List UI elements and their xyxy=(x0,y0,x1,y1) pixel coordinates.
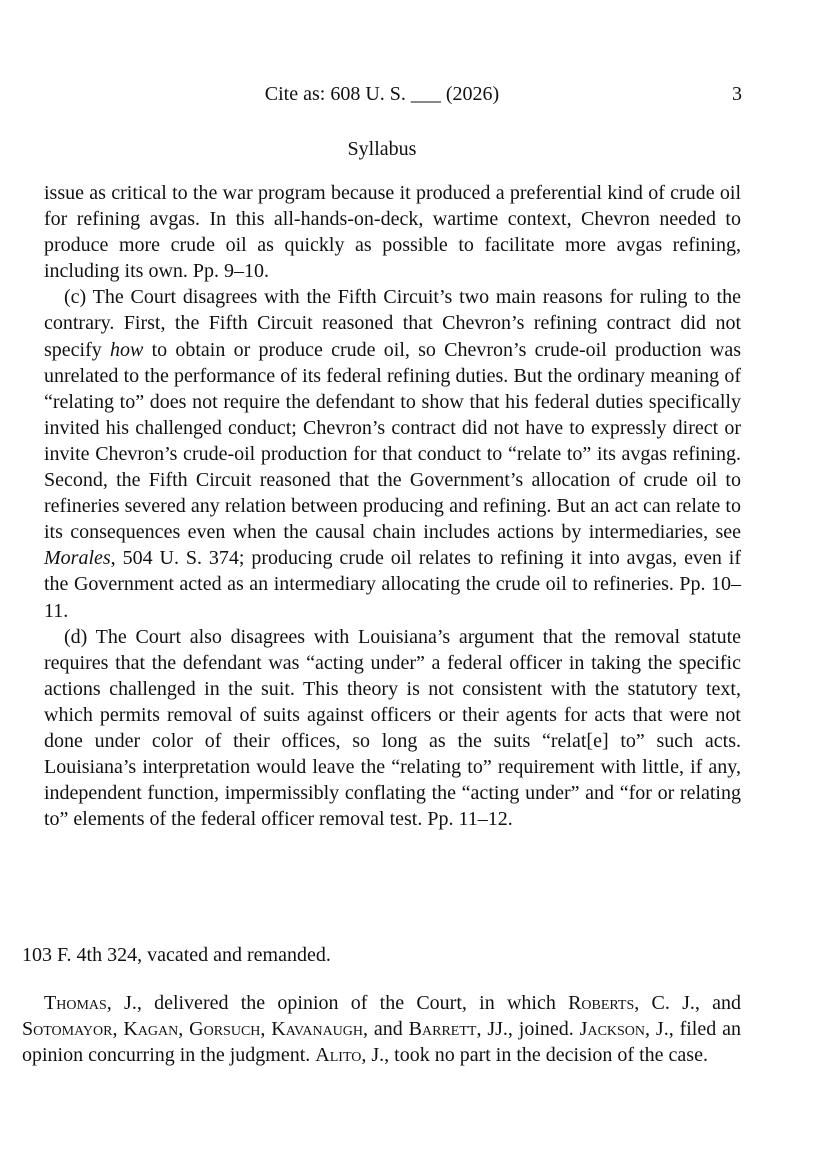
opinion-text-3: , xyxy=(112,1018,124,1040)
paragraph-c-text-1: (c) The Court disagrees with the Fifth Circuit’s two main reasons for ruling to the contrary. First, the Fifth Circuit reasoned that Chevron’s refining contract did not specify xyxy=(44,286,741,361)
opinion-text-2: , C. J., and xyxy=(634,992,742,1014)
justice-roberts: Roberts xyxy=(568,992,635,1014)
syllabus-body xyxy=(44,180,741,832)
justice-kavanaugh: Kavanaugh xyxy=(271,1018,364,1040)
paragraph-c xyxy=(44,284,741,623)
opinion-text-4: , xyxy=(178,1018,190,1040)
opinion-text-9: , J., took no part in the decision of the case. xyxy=(361,1044,708,1066)
justice-barrett: Barrett xyxy=(408,1018,477,1040)
opinion-text-7: , JJ., joined. xyxy=(476,1018,580,1040)
opinion-attribution xyxy=(22,990,741,1068)
justice-alito: Alito xyxy=(315,1044,362,1066)
paragraph-continued: issue as critical to the war program because it produced a preferential kind of crude oil for refining avgas. In this all-hands-on-deck, wartime context, Chevron needed to produce more crude oil as quickly as possible to facilitate more avgas refining, including its own. Pp. 9–10. xyxy=(44,182,741,283)
justice-jackson: Jackson xyxy=(579,1018,646,1040)
paragraph-d: (d) The Court also disagrees with Louisiana’s argument that the removal statute requires that the defendant was “acting under” a federal officer in taking the specific actions challenged in the suit. This theory is not consistent with the statutory text, which permits removal of suits against officers or their agents for acts that were not done under color of their offices, so long as the suits “relat[e] to” such acts. Louisiana’s interpretation would leave the “relating to” requirement with little, if any, independent function, impermissibly conflating the “acting under” and “for or relating to” elements of the federal officer removal test. Pp. 11–12. xyxy=(44,625,741,831)
opinion-text-8: , J., filed an opinion concurring in the judgment. xyxy=(22,1018,742,1066)
paragraph-c-text-3: , 504 U. S. 374; producing crude oil relates to refining it into avgas, even if the Government acted as an intermediary allocating the crude oil to refineries. Pp. 10–11. xyxy=(44,547,741,622)
justice-thomas: Thomas xyxy=(44,992,107,1014)
opinion-text-5: , xyxy=(260,1018,272,1040)
opinion-text-1: , J., delivered the opinion of the Court, in which xyxy=(106,992,569,1014)
running-header xyxy=(0,80,824,110)
page-number: 3 xyxy=(732,83,742,105)
justice-kagan: Kagan xyxy=(123,1018,179,1040)
opinion-text-6: , and xyxy=(363,1018,409,1040)
judgment-line: 103 F. 4th 324, vacated and remanded. xyxy=(22,944,331,966)
section-title: Syllabus xyxy=(347,138,417,160)
justice-sotomayor: Sotomayor xyxy=(22,1018,113,1040)
emphasis-how: how xyxy=(110,338,144,361)
case-name-morales: Morales xyxy=(44,547,111,570)
paragraph-c-text-2: to obtain or produce crude oil, so Chevron’s crude-oil production was unrelated to the performance of its federal refining duties. But the ordinary meaning of “relating to” does not require the defendant to show that his federal duties specifically invited his challenged conduct; Chevron’s contract did not have to expressly direct or invite Chevron’s crude-oil production for that conduct to “relate to” its avgas refining. Second, the Fifth Circuit reasoned that the Government’s allocation of crude oil to refineries severed any relation between producing and refining. But an act can relate to its consequences even when the causal chain includes actions by intermediaries, see xyxy=(44,338,741,544)
citation: Cite as: 608 U. S. ___ (2026) xyxy=(264,83,500,105)
justice-gorsuch: Gorsuch xyxy=(189,1018,261,1040)
